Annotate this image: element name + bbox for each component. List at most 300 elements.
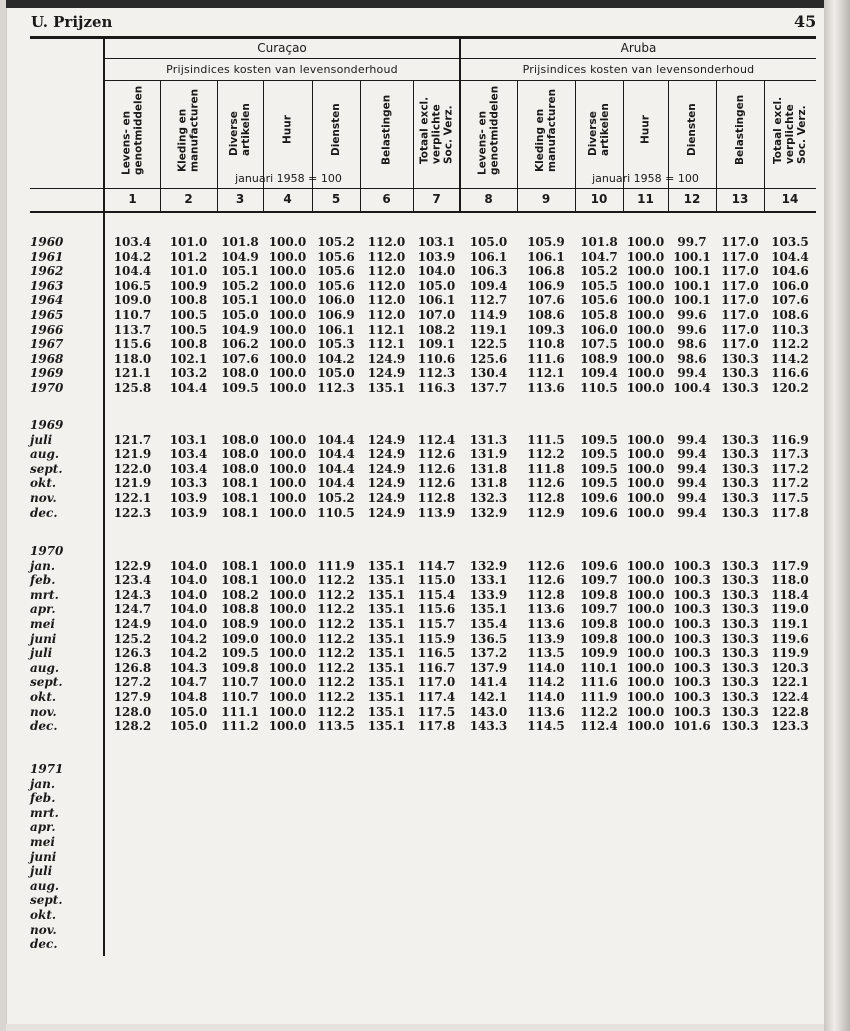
table-cell: 104.3	[169, 660, 208, 675]
table-cell: 100.8	[169, 293, 208, 308]
table-cell: 106.2	[221, 337, 259, 352]
table-cell: 117.3	[771, 447, 809, 462]
table-cell: 100.0	[626, 602, 665, 617]
table-cell: 100.0	[626, 675, 665, 690]
row-label: 1963	[30, 278, 64, 293]
table-cell: 100.3	[673, 704, 711, 719]
column-label-text: Kleding en manufacturen	[534, 88, 558, 172]
table-cell: 109.8	[580, 587, 618, 602]
table-cell: 108.2	[417, 322, 456, 337]
column-label	[517, 84, 575, 176]
table-cell: 110.6	[417, 351, 456, 366]
table-cell: 130.3	[721, 602, 759, 617]
table-cell: 130.3	[721, 704, 759, 719]
table-cell: 131.8	[469, 461, 508, 476]
row-label: 1967	[30, 337, 64, 352]
table-cell: 109.3	[527, 322, 565, 337]
table-cell: 104.4	[771, 249, 809, 264]
table-cell: 112.8	[527, 587, 565, 602]
table-cell: 100.0	[626, 322, 665, 337]
table-cell: 105.6	[317, 249, 355, 264]
table-cell: 112.2	[317, 631, 355, 646]
table-cell: 131.8	[469, 476, 508, 491]
table-cell: 125.8	[113, 381, 152, 395]
column-label	[764, 84, 816, 176]
table-cell: 125.2	[113, 631, 152, 646]
table-cell: 115.9	[417, 631, 456, 646]
table-cell: 117.5	[771, 491, 809, 505]
table-cell: 130.3	[721, 505, 759, 520]
column-label-text: Diensten	[330, 103, 342, 157]
table-cell: 100.0	[268, 447, 307, 462]
table-cell: 112.0	[367, 249, 406, 264]
table-cell: 135.1	[367, 602, 406, 617]
table-cell: 107.6	[771, 293, 809, 308]
table-cell: 100.0	[626, 278, 665, 293]
table-cell: 99.4	[677, 366, 707, 381]
column-label-text: Levens- en genotmiddelen	[120, 85, 145, 175]
table-cell: 109.8	[580, 631, 618, 646]
table-cell: 104.4	[317, 476, 355, 491]
column-label-text: Totaal excl. verplichte Soc. Verz.	[772, 96, 808, 164]
row-label: 1969	[30, 366, 64, 381]
table-cell: 104.6	[771, 264, 809, 279]
table-cell: 112.8	[417, 491, 456, 505]
table-cell: 101.0	[169, 264, 208, 279]
table-cell: 108.8	[221, 602, 259, 617]
column-number: 1	[128, 192, 137, 206]
table-cell: 132.9	[469, 505, 508, 520]
row-label: dec.	[30, 505, 58, 520]
table-cell: 100.0	[268, 505, 307, 520]
table-cell: 115.0	[417, 573, 456, 588]
column-label	[575, 84, 623, 176]
table-cell: 123.3	[771, 719, 809, 734]
table-cell: 100.0	[268, 558, 307, 573]
table-cell: 114.0	[527, 690, 565, 704]
row-label: 1970	[30, 381, 64, 395]
row-label: 1962	[30, 264, 64, 279]
table-cell: 105.0	[317, 366, 355, 381]
table-cell: 120.2	[771, 381, 809, 395]
table-cell: 110.1	[580, 660, 618, 675]
block-year-heading: 1970	[30, 544, 64, 558]
row-label: aug.	[30, 447, 60, 462]
column-label-text: Huur	[281, 115, 294, 145]
table-cell: 112.0	[367, 293, 406, 308]
table-cell: 110.5	[580, 381, 618, 395]
table-cell: 137.7	[469, 381, 508, 395]
row-label: 1961	[30, 249, 64, 264]
table-cell: 122.5	[469, 337, 508, 352]
table-cell: 112.4	[580, 719, 618, 734]
table-cell: 117.8	[771, 505, 809, 520]
table-cell: 121.9	[113, 476, 152, 491]
row-label: apr.	[30, 820, 56, 835]
table-cell: 135.1	[367, 704, 406, 719]
table-cell: 100.0	[268, 381, 307, 395]
table-cell: 132.3	[469, 491, 508, 505]
table-cell: 109.6	[580, 491, 618, 505]
table-cell: 100.0	[268, 264, 307, 279]
table-cell: 100.3	[673, 617, 711, 631]
table-cell: 104.2	[169, 646, 208, 661]
table-cell: 122.4	[771, 690, 809, 704]
table-cell: 109.8	[221, 660, 259, 675]
table-cell: 105.9	[527, 235, 565, 249]
table-cell: 100.0	[268, 617, 307, 631]
base-period-label: januari 1958 = 100	[235, 172, 342, 185]
table-cell: 108.1	[221, 558, 259, 573]
table-cell: 100.0	[626, 249, 665, 264]
table-cell: 107.6	[221, 351, 259, 366]
table-cell: 117.0	[721, 264, 759, 279]
row-label: dec.	[30, 937, 58, 952]
table-cell: 100.0	[626, 690, 665, 704]
table-cell: 100.0	[626, 491, 665, 505]
column-number: 14	[781, 192, 799, 206]
table-cell: 111.9	[317, 558, 355, 573]
table-cell: 100.8	[169, 337, 208, 352]
block-year-heading: 1969	[30, 418, 64, 432]
table-cell: 107.5	[580, 337, 618, 352]
table-cell: 128.2	[113, 719, 152, 734]
table-cell: 117.9	[771, 558, 809, 573]
table-cell: 100.0	[626, 235, 665, 249]
table-cell: 112.2	[317, 690, 355, 704]
table-cell: 100.3	[673, 660, 711, 675]
table-cell: 106.9	[317, 308, 355, 322]
table-cell: 124.9	[367, 505, 406, 520]
table-cell: 135.1	[367, 675, 406, 690]
table-cell: 104.4	[317, 461, 355, 476]
table-cell: 101.0	[169, 235, 208, 249]
table-cell: 109.0	[113, 293, 152, 308]
table-cell: 100.5	[169, 322, 208, 337]
table-cell: 100.3	[673, 675, 711, 690]
table-cell: 106.9	[527, 278, 565, 293]
table-cell: 100.0	[626, 381, 665, 395]
table-cell: 109.1	[417, 337, 456, 352]
table-cell: 130.3	[721, 690, 759, 704]
table-cell: 100.1	[673, 264, 711, 279]
table-cell: 100.4	[673, 381, 711, 395]
table-cell: 112.6	[527, 573, 565, 588]
column-number-bottom-rule	[30, 211, 816, 213]
table-cell: 105.6	[580, 293, 618, 308]
column-label-text: Diverse artikelen	[228, 103, 252, 157]
table-cell: 106.0	[317, 293, 355, 308]
table-cell: 106.0	[771, 278, 809, 293]
column-label	[160, 84, 217, 176]
row-label: nov.	[30, 704, 57, 719]
table-cell: 104.0	[169, 617, 208, 631]
table-cell: 109.5	[221, 381, 259, 395]
table-cell: 133.9	[469, 587, 508, 602]
row-label: jan.	[30, 558, 56, 573]
table-cell: 130.3	[721, 631, 759, 646]
table-cell: 112.2	[317, 704, 355, 719]
table-cell: 100.0	[626, 617, 665, 631]
column-label	[263, 84, 312, 176]
table-cell: 111.6	[580, 675, 618, 690]
table-cell: 123.4	[113, 573, 152, 588]
table-cell: 137.2	[469, 646, 508, 661]
table-cell: 119.9	[771, 646, 809, 661]
table-cell: 104.0	[417, 264, 456, 279]
table-cell: 133.1	[469, 573, 508, 588]
table-cell: 100.0	[268, 322, 307, 337]
column-number-top-rule	[30, 188, 816, 189]
table-cell: 106.8	[527, 264, 565, 279]
table-cell: 108.6	[527, 308, 565, 322]
table-cell: 100.0	[626, 293, 665, 308]
column-number: 4	[283, 192, 292, 206]
table-cell: 110.7	[113, 308, 152, 322]
table-cell: 118.4	[771, 587, 809, 602]
column-number: 3	[235, 192, 245, 206]
table-cell: 130.3	[721, 461, 759, 476]
table-cell: 125.6	[469, 351, 508, 366]
table-cell: 111.5	[527, 432, 565, 447]
table-cell: 100.0	[268, 631, 307, 646]
table-cell: 100.0	[268, 660, 307, 675]
table-cell: 124.9	[367, 351, 406, 366]
table-cell: 112.2	[317, 646, 355, 661]
table-cell: 141.4	[469, 675, 508, 690]
table-cell: 109.5	[580, 447, 618, 462]
table-cell: 126.8	[113, 660, 152, 675]
table-cell: 112.7	[469, 293, 508, 308]
table-cell: 117.5	[417, 704, 456, 719]
table-cell: 100.0	[268, 461, 307, 476]
table-cell: 112.2	[580, 704, 618, 719]
row-label: aug.	[30, 660, 60, 675]
table-cell: 124.9	[367, 476, 406, 491]
table-cell: 100.0	[626, 646, 665, 661]
table-cell: 100.0	[626, 719, 665, 734]
table-cell: 113.7	[113, 322, 152, 337]
column-label	[716, 84, 764, 176]
column-label-text: Levens- en genotmiddelen	[476, 85, 501, 175]
table-cell: 99.4	[677, 476, 707, 491]
table-cell: 130.3	[721, 587, 759, 602]
row-label: feb.	[30, 791, 56, 806]
table-cell: 130.3	[721, 491, 759, 505]
row-label: mei	[30, 835, 55, 849]
table-cell: 130.3	[721, 573, 759, 588]
table-cell: 108.2	[221, 587, 259, 602]
table-cell: 100.3	[673, 573, 711, 588]
table-cell: 112.6	[417, 447, 456, 462]
table-cell: 115.7	[417, 617, 456, 631]
table-cell: 115.6	[113, 337, 152, 352]
table-cell: 112.4	[417, 432, 456, 447]
table-cell: 109.7	[580, 573, 618, 588]
table-cell: 124.9	[367, 461, 406, 476]
table-cell: 104.2	[169, 631, 208, 646]
table-cell: 103.3	[169, 476, 208, 491]
table-cell: 124.9	[367, 366, 406, 381]
table-cell: 104.0	[169, 558, 208, 573]
table-cell: 112.6	[527, 558, 565, 573]
table-cell: 118.0	[113, 351, 152, 366]
table-cell: 105.5	[580, 278, 618, 293]
table-cell: 113.9	[417, 505, 456, 520]
table-cell: 113.6	[527, 602, 565, 617]
column-number: 13	[731, 192, 749, 206]
column-number: 7	[432, 192, 441, 206]
table-cell: 103.5	[771, 235, 809, 249]
table-cell: 100.3	[673, 602, 711, 617]
table-cell: 104.8	[169, 690, 208, 704]
table-cell: 100.0	[626, 505, 665, 520]
table-cell: 137.9	[469, 660, 508, 675]
table-cell: 131.3	[469, 432, 508, 447]
column-label-text: Kleding en manufacturen	[176, 88, 201, 172]
table-cell: 117.0	[417, 675, 456, 690]
group-name: Curaçao	[257, 41, 307, 55]
table-cell: 100.0	[268, 491, 307, 505]
table-cell: 117.0	[721, 235, 759, 249]
row-label: dec.	[30, 719, 58, 734]
table-cell: 108.1	[221, 476, 259, 491]
table-cell: 104.2	[113, 249, 152, 264]
row-label: jan.	[30, 776, 56, 791]
table-cell: 104.4	[317, 447, 355, 462]
table-cell: 101.2	[169, 249, 208, 264]
table-cell: 99.4	[677, 447, 707, 462]
table-cell: 114.2	[771, 351, 809, 366]
table-cell: 104.7	[580, 249, 618, 264]
table-cell: 112.8	[527, 491, 565, 505]
table-cell: 135.1	[367, 558, 406, 573]
table-cell: 143.3	[469, 719, 508, 734]
column-number: 11	[637, 192, 654, 206]
table-cell: 105.2	[317, 235, 355, 249]
column-label-text: Belastingen	[380, 94, 393, 166]
table-cell: 100.0	[626, 587, 665, 602]
table-cell: 100.0	[268, 719, 307, 734]
row-label: juni	[30, 631, 57, 646]
column-number: 6	[382, 192, 391, 206]
table-cell: 100.0	[268, 351, 307, 366]
table-cell: 99.7	[677, 235, 707, 249]
table-cell: 105.3	[317, 337, 355, 352]
table-cell: 117.2	[771, 461, 809, 476]
table-cell: 100.0	[626, 366, 665, 381]
row-label: okt.	[30, 690, 57, 704]
table-cell: 135.1	[367, 660, 406, 675]
table-cell: 108.1	[221, 505, 259, 520]
table-cell: 101.8	[580, 235, 618, 249]
table-cell: 112.2	[771, 337, 809, 352]
column-label-text: Belastingen	[734, 94, 746, 166]
table-cell: 116.3	[417, 381, 456, 395]
table-cell: 135.1	[367, 381, 406, 395]
table-cell: 100.0	[268, 646, 307, 661]
table-cell: 100.0	[268, 278, 307, 293]
table-cell: 124.9	[113, 617, 152, 631]
table-cell: 112.6	[417, 461, 456, 476]
group-name: Aruba	[620, 41, 657, 55]
table-cell: 121.7	[113, 432, 152, 447]
table-cell: 100.1	[673, 278, 711, 293]
section-title: U. Prijzen	[31, 13, 113, 31]
row-label: okt.	[30, 476, 57, 491]
table-cell: 100.0	[626, 432, 665, 447]
table-cell: 104.2	[317, 351, 355, 366]
table-cell: 106.5	[113, 278, 152, 293]
row-label: sept.	[30, 675, 63, 690]
table-cell: 100.0	[268, 704, 307, 719]
table-cell: 122.1	[771, 675, 809, 690]
column-label	[360, 84, 413, 176]
column-number: 12	[683, 192, 701, 206]
column-label-text: Huur	[639, 115, 652, 145]
table-cell: 109.0	[221, 631, 259, 646]
table-cell: 100.0	[626, 573, 665, 588]
table-cell: 100.0	[268, 235, 307, 249]
table-cell: 130.3	[721, 447, 759, 462]
table-cell: 130.3	[721, 646, 759, 661]
table-cell: 106.3	[469, 264, 508, 279]
table-cell: 104.0	[169, 602, 208, 617]
table-cell: 104.7	[169, 675, 208, 690]
table-cell: 100.5	[169, 308, 208, 322]
table-cell: 98.6	[677, 337, 707, 352]
table-cell: 100.0	[626, 558, 665, 573]
table-cell: 115.4	[417, 587, 456, 602]
table-cell: 120.3	[771, 660, 809, 675]
group-subtitle: Prijsindices kosten van levensonderhoud	[166, 63, 398, 76]
table-cell: 100.1	[673, 293, 711, 308]
table-cell: 107.0	[417, 308, 456, 322]
row-label: 1964	[30, 293, 64, 308]
table-cell: 110.7	[221, 675, 259, 690]
table-cell: 104.4	[169, 381, 208, 395]
table-cell: 131.9	[469, 447, 508, 462]
table-cell: 113.5	[527, 646, 565, 661]
row-label: 1968	[30, 351, 64, 366]
table-cell: 112.2	[317, 617, 355, 631]
table-cell: 108.1	[221, 573, 259, 588]
table-cell: 135.1	[367, 631, 406, 646]
table-cell: 116.5	[417, 646, 456, 661]
table-cell: 111.8	[527, 461, 565, 476]
column-label-text: Totaal excl. verplichte Soc. Verz.	[418, 96, 455, 164]
table-cell: 100.0	[268, 690, 307, 704]
row-label: nov.	[30, 922, 57, 937]
table-cell: 112.2	[317, 573, 355, 588]
table-cell: 100.0	[626, 461, 665, 476]
table-cell: 124.9	[367, 447, 406, 462]
table-cell: 126.3	[113, 646, 152, 661]
table-cell: 100.3	[673, 690, 711, 704]
column-number: 5	[331, 192, 341, 206]
table-cell: 111.2	[221, 719, 259, 734]
table-cell: 143.0	[469, 704, 508, 719]
table-cell: 100.0	[268, 337, 307, 352]
table-cell: 108.0	[221, 366, 259, 381]
table-cell: 100.0	[626, 476, 665, 491]
table-cell: 119.0	[771, 602, 809, 617]
table-cell: 112.1	[527, 366, 565, 381]
table-cell: 103.9	[169, 505, 208, 520]
row-label: okt.	[30, 908, 57, 922]
table-cell: 130.3	[721, 476, 759, 491]
table-cell: 99.6	[677, 322, 707, 337]
